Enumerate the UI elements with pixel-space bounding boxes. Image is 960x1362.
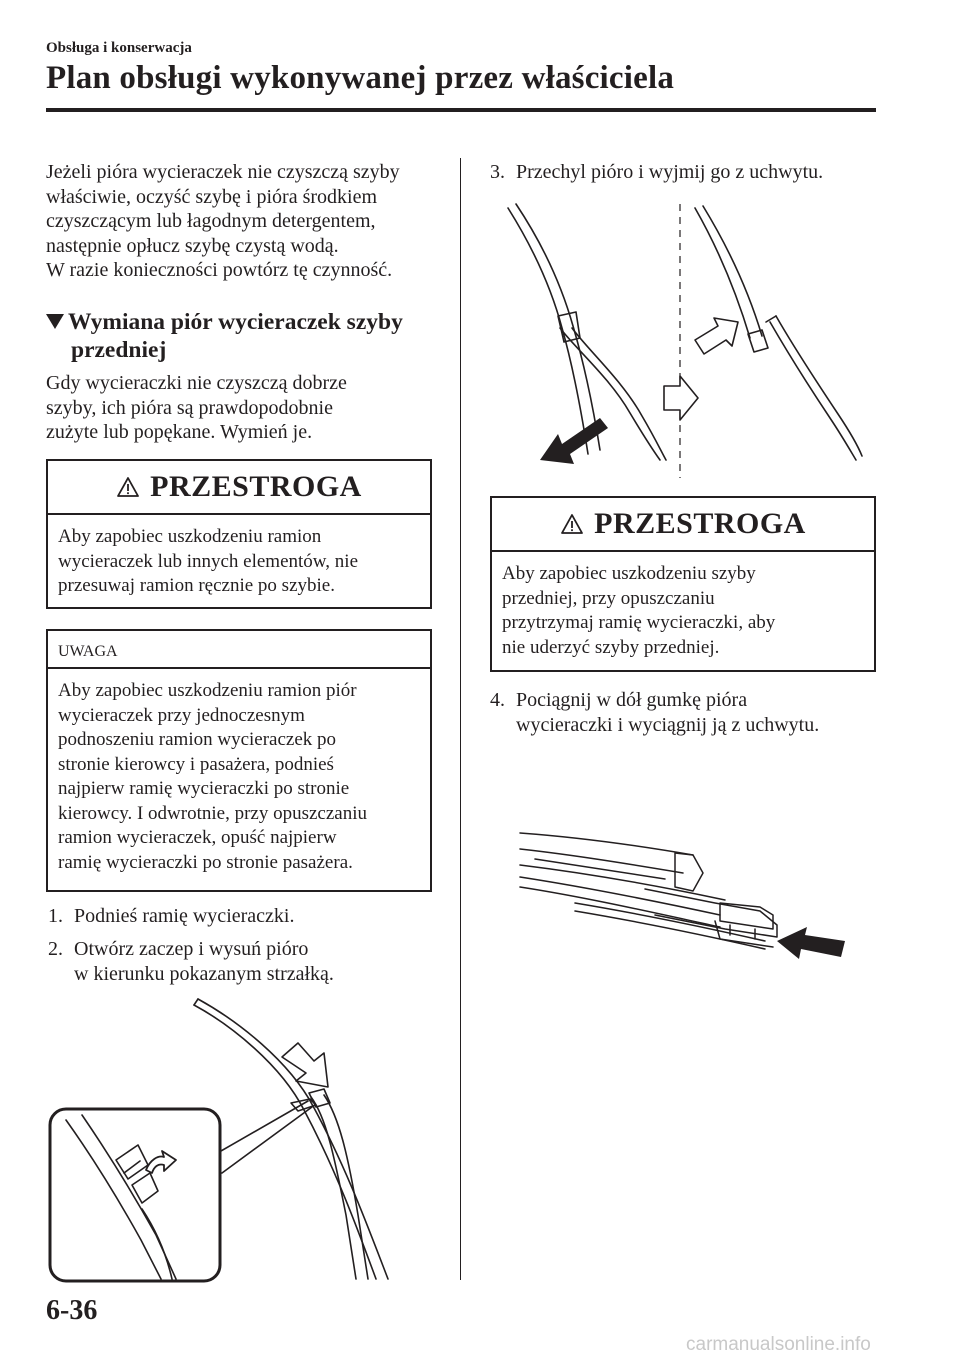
subtext-line: Gdy wycieraczki nie czyszczą dobrze xyxy=(46,372,347,394)
caution-header xyxy=(48,461,430,515)
note-line: ramion wycieraczek, opuść najpierw xyxy=(58,827,337,848)
step-number: 4. xyxy=(490,689,505,711)
caution-line: wycieraczek lub innych elementów, nie xyxy=(58,550,359,572)
step-text: wycieraczki i wyciągnij ją z uchwytu. xyxy=(516,713,820,736)
note-line: najpierw ramię wycieraczki po stronie xyxy=(58,778,350,799)
step-text: Pociągnij w dół gumkę pióra xyxy=(516,689,748,711)
page-title: Plan obsługi wykonywanej przez właściciela xyxy=(46,60,675,96)
step-4 xyxy=(490,688,890,740)
intro-line: W razie konieczności powtórz tę czynność. xyxy=(46,259,393,281)
subheading-text xyxy=(46,371,446,445)
step-text: Podnieś ramię wycieraczki. xyxy=(74,905,295,927)
subheading-line: Wymiana piór wycieraczek szyby xyxy=(68,309,403,335)
caution-line: Aby zapobiec uszkodzeniu szyby xyxy=(502,563,756,584)
warning-triangle-icon xyxy=(116,476,140,498)
caution-box xyxy=(490,496,876,672)
intro-line: Jeżeli pióra wycieraczek nie czyszczą szyby xyxy=(46,161,400,183)
note-line: ramię wycieraczki po stronie pasażera. xyxy=(58,851,353,873)
caution-box xyxy=(46,459,432,609)
column-divider xyxy=(460,158,461,1280)
caution-line: Aby zapobiec uszkodzeniu ramion xyxy=(58,526,322,547)
caution-body xyxy=(492,552,874,672)
subtext-line: szyby, ich pióra są prawdopodobnie xyxy=(46,396,333,419)
step-text: Otwórz zaczep i wysuń pióro xyxy=(74,938,309,960)
intro-paragraph xyxy=(46,160,446,283)
note-line: wycieraczek przy jednoczesnym xyxy=(58,704,305,726)
note-title: UWAGA xyxy=(48,631,430,669)
step-number: 3. xyxy=(490,161,505,183)
triangle-down-icon xyxy=(46,308,68,336)
caution-line: przedniej, przy opuszczaniu xyxy=(502,587,715,609)
caution-title: PRZESTROGA xyxy=(150,470,362,503)
step-text: w kierunku pokazanym strzałką. xyxy=(74,962,334,985)
intro-line: właściwie, oczyść szybę i pióra środkiem xyxy=(46,185,378,208)
step-number: 1. xyxy=(48,905,63,927)
caution-line: nie uderzyć szyby przedniej. xyxy=(502,636,720,658)
step-3 xyxy=(490,160,890,186)
illustration-open-clip xyxy=(46,995,446,1285)
subheading xyxy=(46,308,446,364)
section-label: Obsługa i konserwacja xyxy=(46,40,192,56)
step-text: Przechyl pióro i wyjmij go z uchwytu. xyxy=(516,161,824,183)
note-line: podnoszeniu ramion wycieraczek po xyxy=(58,729,337,750)
watermark: carmanualsonline.info xyxy=(686,1334,871,1355)
subheading-line: przedniej xyxy=(71,337,167,363)
intro-line: czyszczącym lub łagodnym detergentem, xyxy=(46,210,376,232)
step-2 xyxy=(48,937,448,989)
illustration-remove-blade xyxy=(500,198,870,480)
note-line: kierowcy. I odwrotnie, przy opuszczaniu xyxy=(58,802,367,824)
caution-line: przesuwaj ramion ręcznie po szybie. xyxy=(58,575,335,596)
subtext-line: zużyte lub popękane. Wymień je. xyxy=(46,421,313,443)
intro-line: następnie opłucz szybę czystą wodą. xyxy=(46,234,339,257)
note-body xyxy=(48,669,430,887)
caution-title: PRZESTROGA xyxy=(594,507,806,540)
note-line: stronie kierowcy i pasażera, podnieś xyxy=(58,753,334,775)
caution-body xyxy=(48,515,430,611)
step-1 xyxy=(48,904,448,930)
illustration-pull-rubber xyxy=(515,825,870,975)
note-box xyxy=(46,629,432,892)
page-number: 6-36 xyxy=(46,1295,98,1326)
caution-line: przytrzymaj ramię wycieraczki, aby xyxy=(502,612,776,633)
caution-header xyxy=(492,498,874,552)
title-rule xyxy=(46,108,876,112)
note-line: Aby zapobiec uszkodzeniu ramion piór xyxy=(58,680,357,701)
step-number: 2. xyxy=(48,938,63,960)
warning-triangle-icon xyxy=(560,513,584,535)
